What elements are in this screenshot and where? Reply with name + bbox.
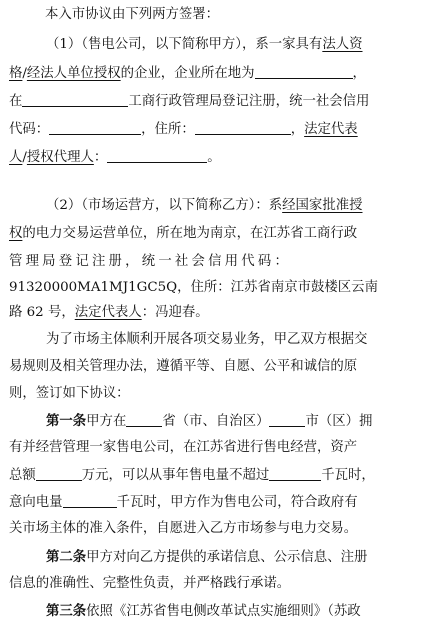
legal-rep-text: 法定代表	[304, 122, 358, 137]
article-1-heading: 第一条	[46, 413, 87, 429]
authorized-entity-text: 经法人单位授权	[26, 66, 121, 81]
purpose-text: 为了市场主体顺利开展各项交易业务，甲乙双方根据交	[46, 332, 368, 347]
party-b-legal-rep-label: 法定代表人	[74, 305, 142, 320]
authorized-agent-text: 授权代理人	[26, 150, 94, 165]
purpose-line-1	[46, 331, 367, 349]
article-1-text: 千瓦时，甲方作为售电公司，符合政府有	[116, 495, 358, 510]
party-b-credit-code-address: 91320000MA1MJ1GC5Q，住所：江苏省南京市鼓楼区云南	[9, 280, 378, 295]
article-3-heading: 第三条	[46, 603, 87, 619]
address-blank	[195, 120, 291, 135]
article-1-text: 关市场主体的准入条件，自愿进入乙方市场参与电力交易。	[9, 521, 358, 536]
article-2-text: 信息的准确性、完整性负责，并严格践行承诺。	[9, 576, 291, 591]
legal-qualification-text: 法人资	[322, 37, 363, 52]
party-b-line-1	[46, 197, 363, 215]
location-label: 的企业，企业所在地为	[120, 66, 255, 81]
state-approved-cont: 权	[9, 226, 23, 241]
article-1-text: 甲方在	[86, 414, 127, 429]
comma: ，	[290, 122, 305, 137]
comma: ，	[352, 66, 366, 81]
period: 。	[207, 150, 221, 165]
total-assets-blank	[36, 466, 82, 481]
article-3-text: 依照《江苏省售电侧改革试点实施细则》（苏政	[86, 604, 361, 619]
location-blank	[255, 64, 353, 79]
legal-rep-cont: 人	[9, 150, 23, 165]
article-1-text: 千瓦时，	[321, 468, 375, 483]
party-b-heading: （2）（市场运营方，以下简称乙方）：系	[46, 198, 283, 213]
purpose-line-3	[9, 385, 130, 403]
article-2-line-2	[9, 575, 290, 593]
party-a-line-4	[9, 120, 358, 138]
article-1-text: 万元，可以从事年售电量不超过	[81, 468, 270, 483]
province-blank	[126, 412, 162, 427]
state-approved-text: 经国家批准授	[282, 198, 363, 213]
slash-separator: /	[22, 150, 27, 165]
party-a-line-3	[9, 92, 369, 110]
address-label: ，住所：	[141, 122, 195, 137]
party-b-line-4	[9, 279, 378, 297]
registry-label: 工商行政管理局登记注册，统一社会信用	[128, 94, 370, 109]
article-1-text: 省（市、自治区）	[162, 414, 270, 429]
party-a-line-5	[9, 148, 221, 166]
registry-blank	[22, 92, 128, 107]
article-2-line-1	[46, 548, 367, 566]
party-b-registry: 管理局登记注册，统一社会信用代码：	[9, 254, 292, 269]
party-b-description: 的电力交易运营单位，所在地为南京，在江苏省工商行政	[22, 226, 358, 241]
party-b-legal-rep-name: ：冯迎春。	[141, 305, 209, 320]
credit-code-label: 代码：	[9, 122, 50, 137]
article-1-line-2	[9, 439, 357, 457]
purpose-text: 易规则及相关管理办法，遵循平等、自愿、公平和诚信的原	[9, 359, 358, 374]
article-1-line-4	[9, 493, 358, 511]
colon: ：	[93, 150, 108, 165]
agent-blank	[107, 148, 207, 163]
party-b-line-2	[9, 225, 357, 243]
party-a-line-1	[46, 36, 363, 54]
intro-text: 本入市协议由下列两方签署：	[45, 7, 220, 22]
intended-volume-blank	[63, 493, 117, 508]
article-1-text: 意向电量	[9, 495, 63, 510]
article-1-text: 有并经营管理一家售电公司，在江苏省进行售电经营，资产	[9, 440, 358, 455]
legal-qualification-cont: 格	[9, 66, 23, 81]
article-2-text: 甲方对向乙方提供的承诺信息、公示信息、注册	[86, 550, 368, 565]
article-3-line-1	[46, 602, 361, 620]
purpose-text: 则，签订如下协议：	[9, 386, 130, 401]
slash-separator: /	[22, 66, 27, 81]
article-1-line-5	[9, 520, 357, 538]
party-a-line-2	[9, 64, 366, 82]
purpose-line-2	[9, 358, 357, 376]
article-1-line-3	[9, 466, 375, 484]
annual-volume-blank	[269, 466, 321, 481]
party-b-line-5	[9, 304, 209, 322]
article-1-line-1	[46, 412, 372, 430]
intro-line	[45, 6, 219, 24]
article-2-heading: 第二条	[46, 549, 87, 565]
party-b-address-end: 路 62 号，	[9, 305, 75, 320]
registry-prefix: 在	[9, 94, 23, 109]
party-b-line-3	[9, 253, 291, 271]
article-1-text: 总额	[9, 468, 36, 483]
credit-code-blank	[49, 120, 141, 135]
article-1-text: 市（区）拥	[305, 414, 373, 429]
city-blank	[269, 412, 305, 427]
party-a-heading: （1）（售电公司，以下简称甲方），系一家具有	[46, 37, 323, 52]
